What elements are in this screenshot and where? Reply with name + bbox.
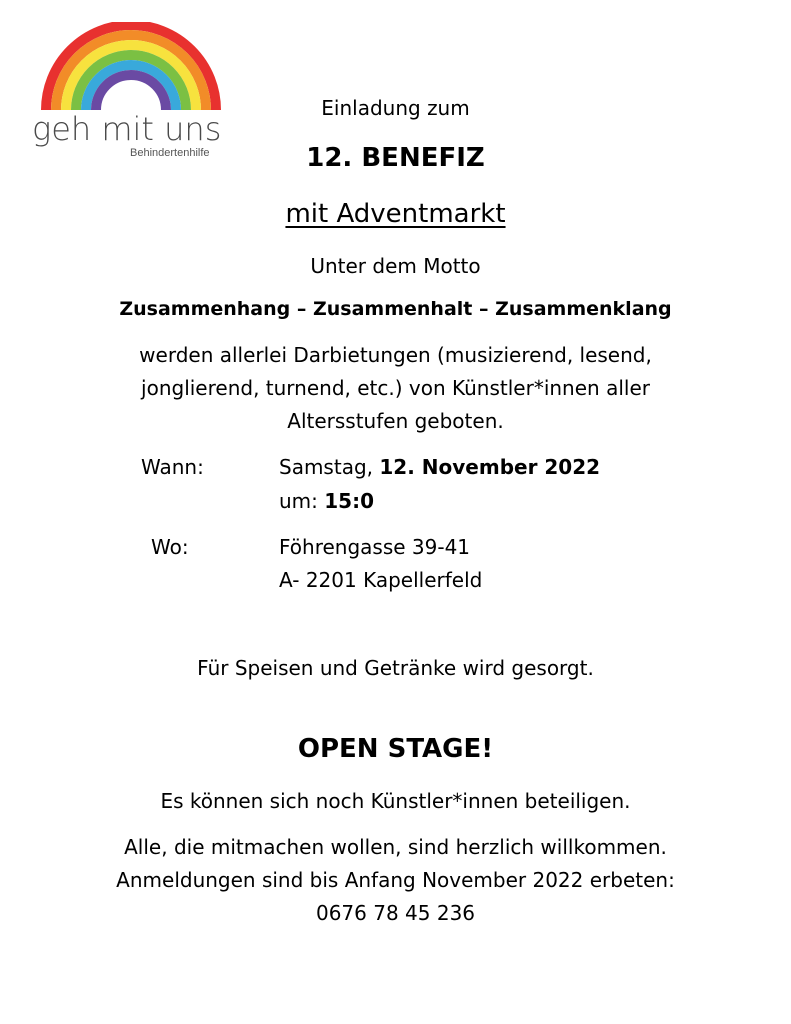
motto-text: Zusammenhang – Zusammenhalt – Zusammenklang	[119, 298, 672, 320]
catering-text: Für Speisen und Getränke wird gesorgt.	[197, 656, 594, 680]
where-label: Wo:	[151, 535, 189, 559]
open-stage-line: Anmeldungen sind bis Anfang November 2022 erbeten:	[116, 868, 675, 892]
invitation-text: Einladung zum	[321, 96, 470, 120]
when-time-prefix: um:	[279, 489, 325, 513]
description-line: werden allerlei Darbietungen (musizierend, lesend,	[139, 343, 652, 367]
where-city: A- 2201 Kapellerfeld	[279, 568, 483, 592]
phone-number: 0676 78 45 236	[315, 901, 476, 925]
event-title: 12. BENEFIZ	[306, 143, 485, 173]
open-stage-line: Alle, die mitmachen wollen, sind herzlich willkommen.	[124, 835, 667, 859]
description-line: Altersstufen geboten.	[287, 409, 504, 433]
where-street: Föhrengasse 39-41	[279, 535, 471, 559]
brand-subtitle: Behindertenhilfe	[130, 147, 210, 159]
open-stage-line: Es können sich noch Künstler*innen beteiligen.	[160, 789, 631, 813]
when-date	[279, 455, 600, 479]
open-stage-title: OPEN STAGE!	[297, 734, 494, 764]
when-label: Wann:	[141, 455, 204, 479]
when-day: Samstag,	[279, 455, 380, 479]
when-date-bold: 12. November 2022	[379, 455, 601, 479]
when-time-value: 15:0	[324, 489, 375, 513]
logo	[32, 22, 232, 162]
event-subtitle: mit Adventmarkt	[285, 199, 506, 229]
description-line: jonglierend, turnend, etc.) von Künstler*innen aller	[141, 376, 650, 400]
motto-intro: Unter dem Motto	[310, 254, 481, 278]
when-time	[279, 489, 374, 513]
brand-name: geh mit uns	[32, 110, 222, 148]
